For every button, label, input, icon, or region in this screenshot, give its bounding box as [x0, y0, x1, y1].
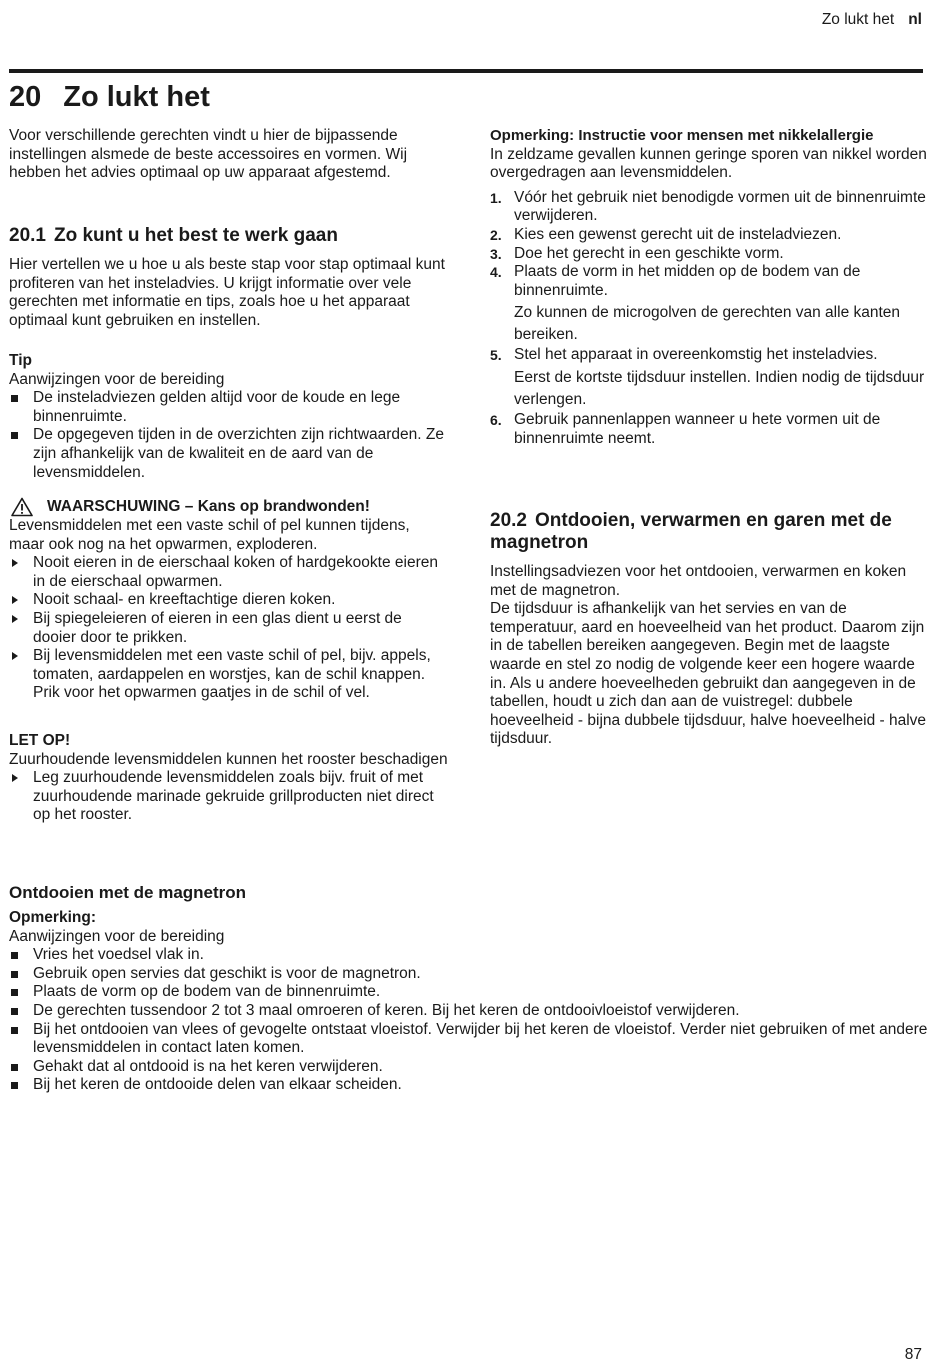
list-item: Bij spiegeleieren of eieren in een glas dient u eerst de dooier door te prikken. — [9, 610, 449, 647]
section-20-2-title: Ontdooien, verwarmen en garen met de magnetron — [490, 510, 892, 553]
warning-triangle-icon — [11, 497, 33, 517]
list-item: De insteladviezen gelden altijd voor de koude en lege binnenruimte. — [9, 389, 449, 426]
list-item — [490, 263, 930, 346]
step-text: Kies een gewenst gerecht uit de insteladviezen. — [514, 225, 842, 243]
list-item — [490, 346, 930, 411]
list-item: Bij levensmiddelen met een vaste schil of pel, bijv. appels, tomaten, aardappelen en worstjes, kan de schil knappen. Prik voor het opwarmen gaatjes in de schil of vel. — [9, 647, 449, 703]
step-text: Gebruik pannenlappen wanneer u hete vormen uit de binnenruimte neemt. — [514, 410, 881, 447]
defrost-note-label: Opmerking: — [9, 909, 96, 926]
caution-intro: Zuurhoudende levensmiddelen kunnen het rooster beschadigen — [9, 750, 448, 768]
chapter-number: 20 — [9, 81, 42, 113]
defrost-list — [9, 946, 929, 1095]
section-20-2-paragraph-2: De tijdsduur is afhankelijk van het servies en van de temperatuur, aard en hoeveelheid van het product. Daarom zijn in de tabellen bereiken aangegeven. Begin met de laagste waarde en stel zo nodig de volgende keer een hogere waarde in. Als u andere hoeveelheden gebruikt dan aangegeven in de tabellen, houdt u zich dan aan de vuistregel: dubbele hoeveelheid - bijna dubbele tijdsduur, halve hoeveelheid - halve tijdsduur. — [490, 600, 927, 748]
warning-heading — [9, 497, 449, 517]
nickel-note-intro: In zeldzame gevallen kunnen geringe sporen van nikkel worden overgedragen aan levensmiddelen. — [490, 145, 927, 182]
step-number: 4. — [490, 264, 502, 281]
running-header-section: Zo lukt het — [821, 11, 895, 28]
defrost-note-block — [9, 909, 929, 1095]
tip-label: Tip — [9, 352, 32, 369]
running-header — [822, 11, 922, 30]
defrost-heading: Ontdooien met de magnetron — [9, 883, 247, 902]
chapter-title-text: Zo lukt het — [63, 81, 210, 113]
tip-list — [9, 389, 449, 482]
list-item — [490, 226, 930, 245]
tip-intro: Aanwijzingen voor de bereiding — [9, 370, 225, 388]
step-number: 6. — [490, 411, 502, 428]
section-20-2-number: 20.2 — [490, 510, 527, 531]
section-20-1-number: 20.1 — [9, 225, 46, 246]
nickel-note-block — [490, 127, 930, 448]
header-rule — [9, 69, 923, 73]
list-item — [490, 411, 930, 448]
section-20-1-title: Zo kunt u het best te werk gaan — [53, 225, 338, 246]
section-20-1-heading — [9, 225, 449, 247]
nickel-note-label: Opmerking: Instructie voor mensen met nikkelallergie — [490, 127, 874, 144]
list-item: Leg zuurhoudende levensmiddelen zoals bijv. fruit of met zuurhoudende marinade gekruide grillproducten niet direct op het rooster. — [9, 769, 449, 825]
step-text: Stel het apparaat in overeenkomstig het insteladvies. — [514, 346, 878, 364]
step-number: 1. — [490, 189, 502, 206]
warning-intro: Levensmiddelen met een vaste schil of pel kunnen tijdens, maar ook nog na het opwarmen, exploderen. — [9, 517, 410, 553]
list-item: De gerechten tussendoor 2 tot 3 maal omroeren of keren. Bij het keren de ontdooivloeistof verwijderen. — [9, 1002, 929, 1021]
caution-list — [9, 769, 449, 825]
caution-label: LET OP! — [9, 732, 71, 749]
step-number: 2. — [490, 226, 502, 243]
step-text: Doe het gerecht in een geschikte vorm. — [514, 244, 784, 262]
step-text: Vóór het gebruik niet benodigde vormen uit de binnenruimte verwijderen. — [514, 188, 926, 225]
running-header-language: nl — [908, 11, 922, 28]
nickel-steps-list — [490, 189, 930, 448]
step-number: 3. — [490, 245, 502, 262]
step-result: Zo kunnen de microgolven de gerechten van alle kanten bereiken. — [514, 304, 901, 344]
list-item: Nooit eieren in de eierschaal koken of hardgekookte eieren in de eierschaal opwarmen. — [9, 554, 449, 591]
caution-block — [9, 732, 449, 825]
warning-block — [9, 497, 449, 703]
list-item: Vries het voedsel vlak in. — [9, 946, 929, 965]
list-item — [490, 245, 930, 264]
step-text: Plaats de vorm in het midden op de bodem van de binnenruimte. — [514, 263, 861, 299]
list-item — [490, 189, 930, 226]
page-number: 87 — [904, 1346, 922, 1364]
list-item: Bij het ontdooien van vlees of gevogelte ontstaat vloeistof. Verwijder bij het keren de vloeistof. Verder niet gebruiken of met andere levensmiddelen in contact laten komen. — [9, 1021, 929, 1058]
list-item: Bij het keren de ontdooide delen van elkaar scheiden. — [9, 1076, 929, 1095]
step-number: 5. — [490, 347, 502, 364]
section-20-2-heading — [490, 510, 930, 554]
section-20-1-body: Hier vertellen we u hoe u als beste stap voor stap optimaal kunt profiteren van het insteladvies. U krijgt informatie over vele gerechten met informatie en tips, zoals hoe u het apparaat optimaal kunt gebruiken en instellen. — [9, 256, 445, 329]
chapter-title — [9, 79, 210, 115]
tip-block — [9, 352, 449, 482]
list-item: Gehakt dat al ontdooid is na het keren verwijderen. — [9, 1058, 929, 1077]
warning-list — [9, 554, 449, 703]
list-item: De opgegeven tijden in de overzichten zijn richtwaarden. Ze zijn afhankelijk van de kwaliteit en de aard van de levensmiddelen. — [9, 426, 449, 482]
section-20-2-body — [490, 563, 930, 749]
list-item: Plaats de vorm op de bodem van de binnenruimte. — [9, 983, 929, 1002]
list-item: Nooit schaal- en kreeftachtige dieren koken. — [9, 591, 449, 610]
warning-label: WAARSCHUWING – Kans op brandwonden! — [47, 497, 370, 515]
section-20-2-paragraph-1: Instellingsadviezen voor het ontdooien, verwarmen en koken met de magnetron. — [490, 563, 907, 599]
step-result: Eerst de kortste tijdsduur instellen. Indien nodig de tijdsduur verlengen. — [514, 368, 925, 408]
defrost-note-intro: Aanwijzingen voor de bereiding — [9, 927, 225, 945]
intro-paragraph: Voor verschillende gerechten vindt u hier de bijpassende instellingen alsmede de beste accessoires en vormen. Wij hebben het advies optimaal op uw apparaat afgestemd. — [9, 127, 408, 182]
list-item: Gebruik open servies dat geschikt is voor de magnetron. — [9, 965, 929, 984]
